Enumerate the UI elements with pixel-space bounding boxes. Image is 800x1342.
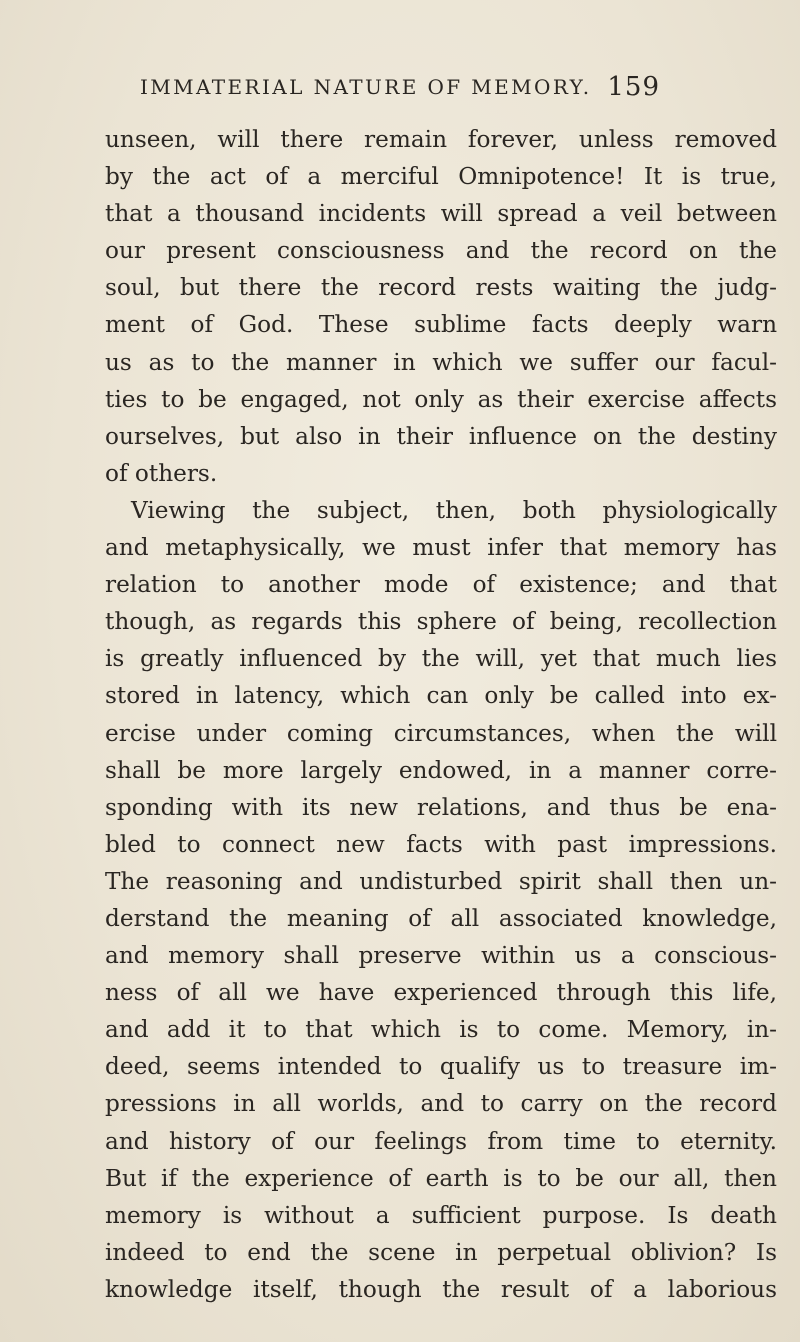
- page-header: [140, 72, 660, 107]
- text-line: soul, but there the record rests waiting the judg-: [105, 274, 777, 302]
- text-line: and history of our feelings from time to eternity.: [105, 1127, 777, 1155]
- text-line: memory is without a sufficient purpose. Is death: [105, 1201, 777, 1229]
- text-line: stored in latency, which can only be called into ex-: [105, 682, 777, 710]
- text-line: of others.: [105, 459, 218, 487]
- text-line: relation to another mode of existence; and that: [105, 571, 777, 599]
- paragraph-first-line: Viewing the subject, then, both physiologically: [131, 496, 777, 524]
- text-line: ness of all we have experienced through this life,: [105, 979, 777, 1007]
- text-line: our present consciousness and the record on the: [105, 237, 777, 265]
- text-line: us as to the manner in which we suffer our facul-: [105, 348, 777, 376]
- text-line: knowledge itself, though the result of a laborious: [105, 1275, 777, 1303]
- body-text: [105, 121, 777, 1308]
- text-line: sponding with its new relations, and thus be ena-: [105, 793, 777, 821]
- text-line: bled to connect new facts with past impressions.: [105, 830, 777, 858]
- text-line: by the act of a merciful Omnipotence! It is true,: [105, 163, 777, 191]
- text-line: ercise under coming circumstances, when the will: [105, 719, 777, 747]
- text-line: ourselves, but also in their influence on the destiny: [105, 422, 777, 450]
- text-line: pressions in all worlds, and to carry on the record: [105, 1090, 777, 1118]
- text-line: that a thousand incidents will spread a veil between: [105, 200, 777, 228]
- text-line: ties to be engaged, not only as their exercise affects: [105, 385, 777, 413]
- text-line: though, as regards this sphere of being, recollection: [105, 608, 777, 636]
- running-head: IMMATERIAL NATURE OF MEMORY.: [140, 75, 592, 99]
- text-line: and add it to that which is to come. Memory, in-: [105, 1016, 777, 1044]
- text-line: deed, seems intended to qualify us to treasure im-: [105, 1053, 777, 1081]
- text-line: But if the experience of earth is to be our all, then: [105, 1164, 777, 1192]
- text-line: The reasoning and undisturbed spirit shall then un-: [105, 867, 777, 895]
- text-line: ment of God. These sublime facts deeply warn: [105, 311, 777, 339]
- page-number: 159: [607, 72, 660, 102]
- text-line: indeed to end the scene in perpetual oblivion? Is: [105, 1238, 777, 1266]
- text-line: and metaphysically, we must infer that memory has: [105, 534, 777, 562]
- text-line: derstand the meaning of all associated knowledge,: [105, 904, 777, 932]
- text-line: unseen, will there remain forever, unless removed: [105, 126, 777, 153]
- text-line: and memory shall preserve within us a conscious-: [105, 942, 777, 970]
- text-line: is greatly influenced by the will, yet that much lies: [105, 645, 777, 673]
- text-line: shall be more largely endowed, in a manner corre-: [105, 756, 777, 784]
